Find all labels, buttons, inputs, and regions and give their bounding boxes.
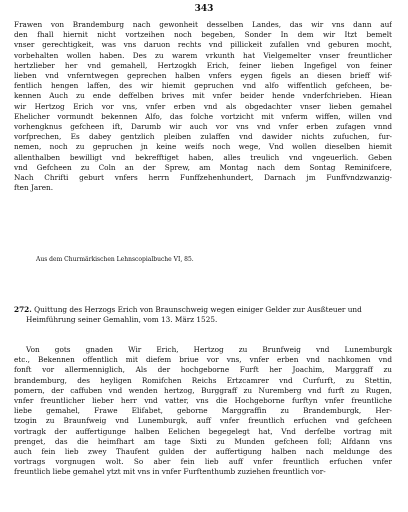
text-line: nemen, noch zu gepruchen jn keine weifs noch wege, Vnd wollen dieselben hiemit <box>14 142 392 152</box>
text-line: wir Hertzog Erich vor vns, vnfer erben vnd als obgedachter vnser lieben gemahel <box>14 101 392 111</box>
text-line: pomern, der caffuben vnd wenden hertzog, Burggraff zu Nuremberg vnd furft zu Rugen, <box>14 385 392 395</box>
document-number: 272. <box>14 305 32 314</box>
paragraph-1 <box>14 20 392 193</box>
text-line: Frawen von Brandemburg nach gewonheit desselben Landes, das wir vns dann auf <box>14 20 392 29</box>
text-line: prenget, das die heimfhart am tage Sixti zu Munden gefcheen foll; Alfdann vns <box>14 436 392 446</box>
source-note: Aus dem Churmärkischen Lehnscopialbuche VI, 85. <box>36 256 194 263</box>
text-line: fentlich hengen laffen, des wir hiemit gepruchen vnd alfo wiffentlich gefcheen, be- <box>14 81 392 91</box>
text-line: liebe gemahel, Frawe Elifabet, geborne Marggraffin zu Brandemburgk, Her- <box>14 406 392 416</box>
paragraph-2 <box>14 345 392 478</box>
text-line: Nach Chrifti geburt vnfers herrn Funffzehenhundert, Darnach jm Funffvndzwanzig- <box>14 173 392 183</box>
text-line: brandemburg, des heyligen Romifchen Reichs Ertzcamrer vnd Curfurft, zu Stettin, <box>14 375 392 385</box>
text-line: tzogin zu Braunfweig vnd Lunemburgk, auff vnfer freuntlich erfuchen vnd gefcheen <box>14 416 392 426</box>
text-line: vortrags vorgnugen wolt. So aber fein lieb auff vnfer freuntlich erfuchen vnfer <box>14 457 392 467</box>
text-line: Von gots gnaden Wir Erich, Hertzog zu Brunfweig vnd Lunemburgk <box>26 345 392 354</box>
document-header <box>14 305 392 325</box>
text-line: freuntlich liebe gemahel ytzt mit vns in vnfer Furftenthumb zuziehen freuntlich vor- <box>14 467 326 477</box>
text-line: den fhall hiernit nicht vortzeihen noch begeben, Sonder In dem wir Itzt bemelt <box>14 30 392 40</box>
text-line: ften Jaren. <box>14 183 54 193</box>
text-line: allenthalben bewilligt vnd bekrefftiget haben, alles treulich vnd vngeuerlich. Geben <box>14 152 392 162</box>
text-line: lieben vnd vnferntwegen geprechen halben vnfers eygen figels an diesen brieff wif- <box>14 71 392 81</box>
text-line: vortragk der auffertigunge halben Eelichen begegelegt hat, Vnd derfelbe vortrag mit <box>14 426 392 436</box>
text-line: fonft vor allermenniglich, Als der hochgeborne Furft her Joachim, Marggraff zu <box>14 365 392 375</box>
document-title-line-1: Quittung des Herzogs Erich von Braunschweig wegen einiger Gelder zur Ausßteuer und <box>34 305 362 314</box>
text-line: hertzlieber her vnd gemahell, Hertzogkh Erich, feiner lieben Ingefigel von feiner <box>14 60 392 70</box>
text-line: vorhengknus gefcheen ift, Darumb wir auch vor vns vnd vnfer erben zufagen vnnd <box>14 122 392 132</box>
text-line: vnfer freuntlicher lieber herr vnd vatter, vns die Hochgeborne furftyn vnfer freuntliche <box>14 396 392 406</box>
text-line: vorbehalten wollen haben. Des zu warem vrkunth hat Vielgemelter vnser freuntlicher <box>14 50 392 60</box>
text-line: Ehelicher vormundt bekennen Alfo, das folche vortzicht mit vnferm wiffen, willen vnd <box>14 111 392 121</box>
text-line: kennen Auch zu ende deffelben brives mit vnfer beider hende vnderfchrieben. Hiean <box>14 91 392 101</box>
text-line: vnser gerechtigkeit, was vns daruon rechts vnd pillickeit zufallen vnd geburen mocht, <box>14 40 392 50</box>
text-line: vorfprechen, Es dabey gentzlich pleiben zulaffen vnd dawider nichts zufuchen, fur- <box>14 132 392 142</box>
text-line: etc., Bekennen offentlich mit diefem briue vor vns, vnfer erben vnd nachkomen vnd <box>14 355 392 365</box>
text-line: auch fein lieb zwey Thaufent gulden der auffertigung halben nach meldunge des <box>14 447 392 457</box>
page-number: 343 <box>194 4 214 14</box>
document-title-line-2: Heimführung seiner Gemahlin, vom 13. März 1525. <box>26 315 218 324</box>
text-line: vnd Gefcheen zu Coln an der Sprew, am Montag nach dem Sontag Reminifcere, <box>14 162 392 172</box>
